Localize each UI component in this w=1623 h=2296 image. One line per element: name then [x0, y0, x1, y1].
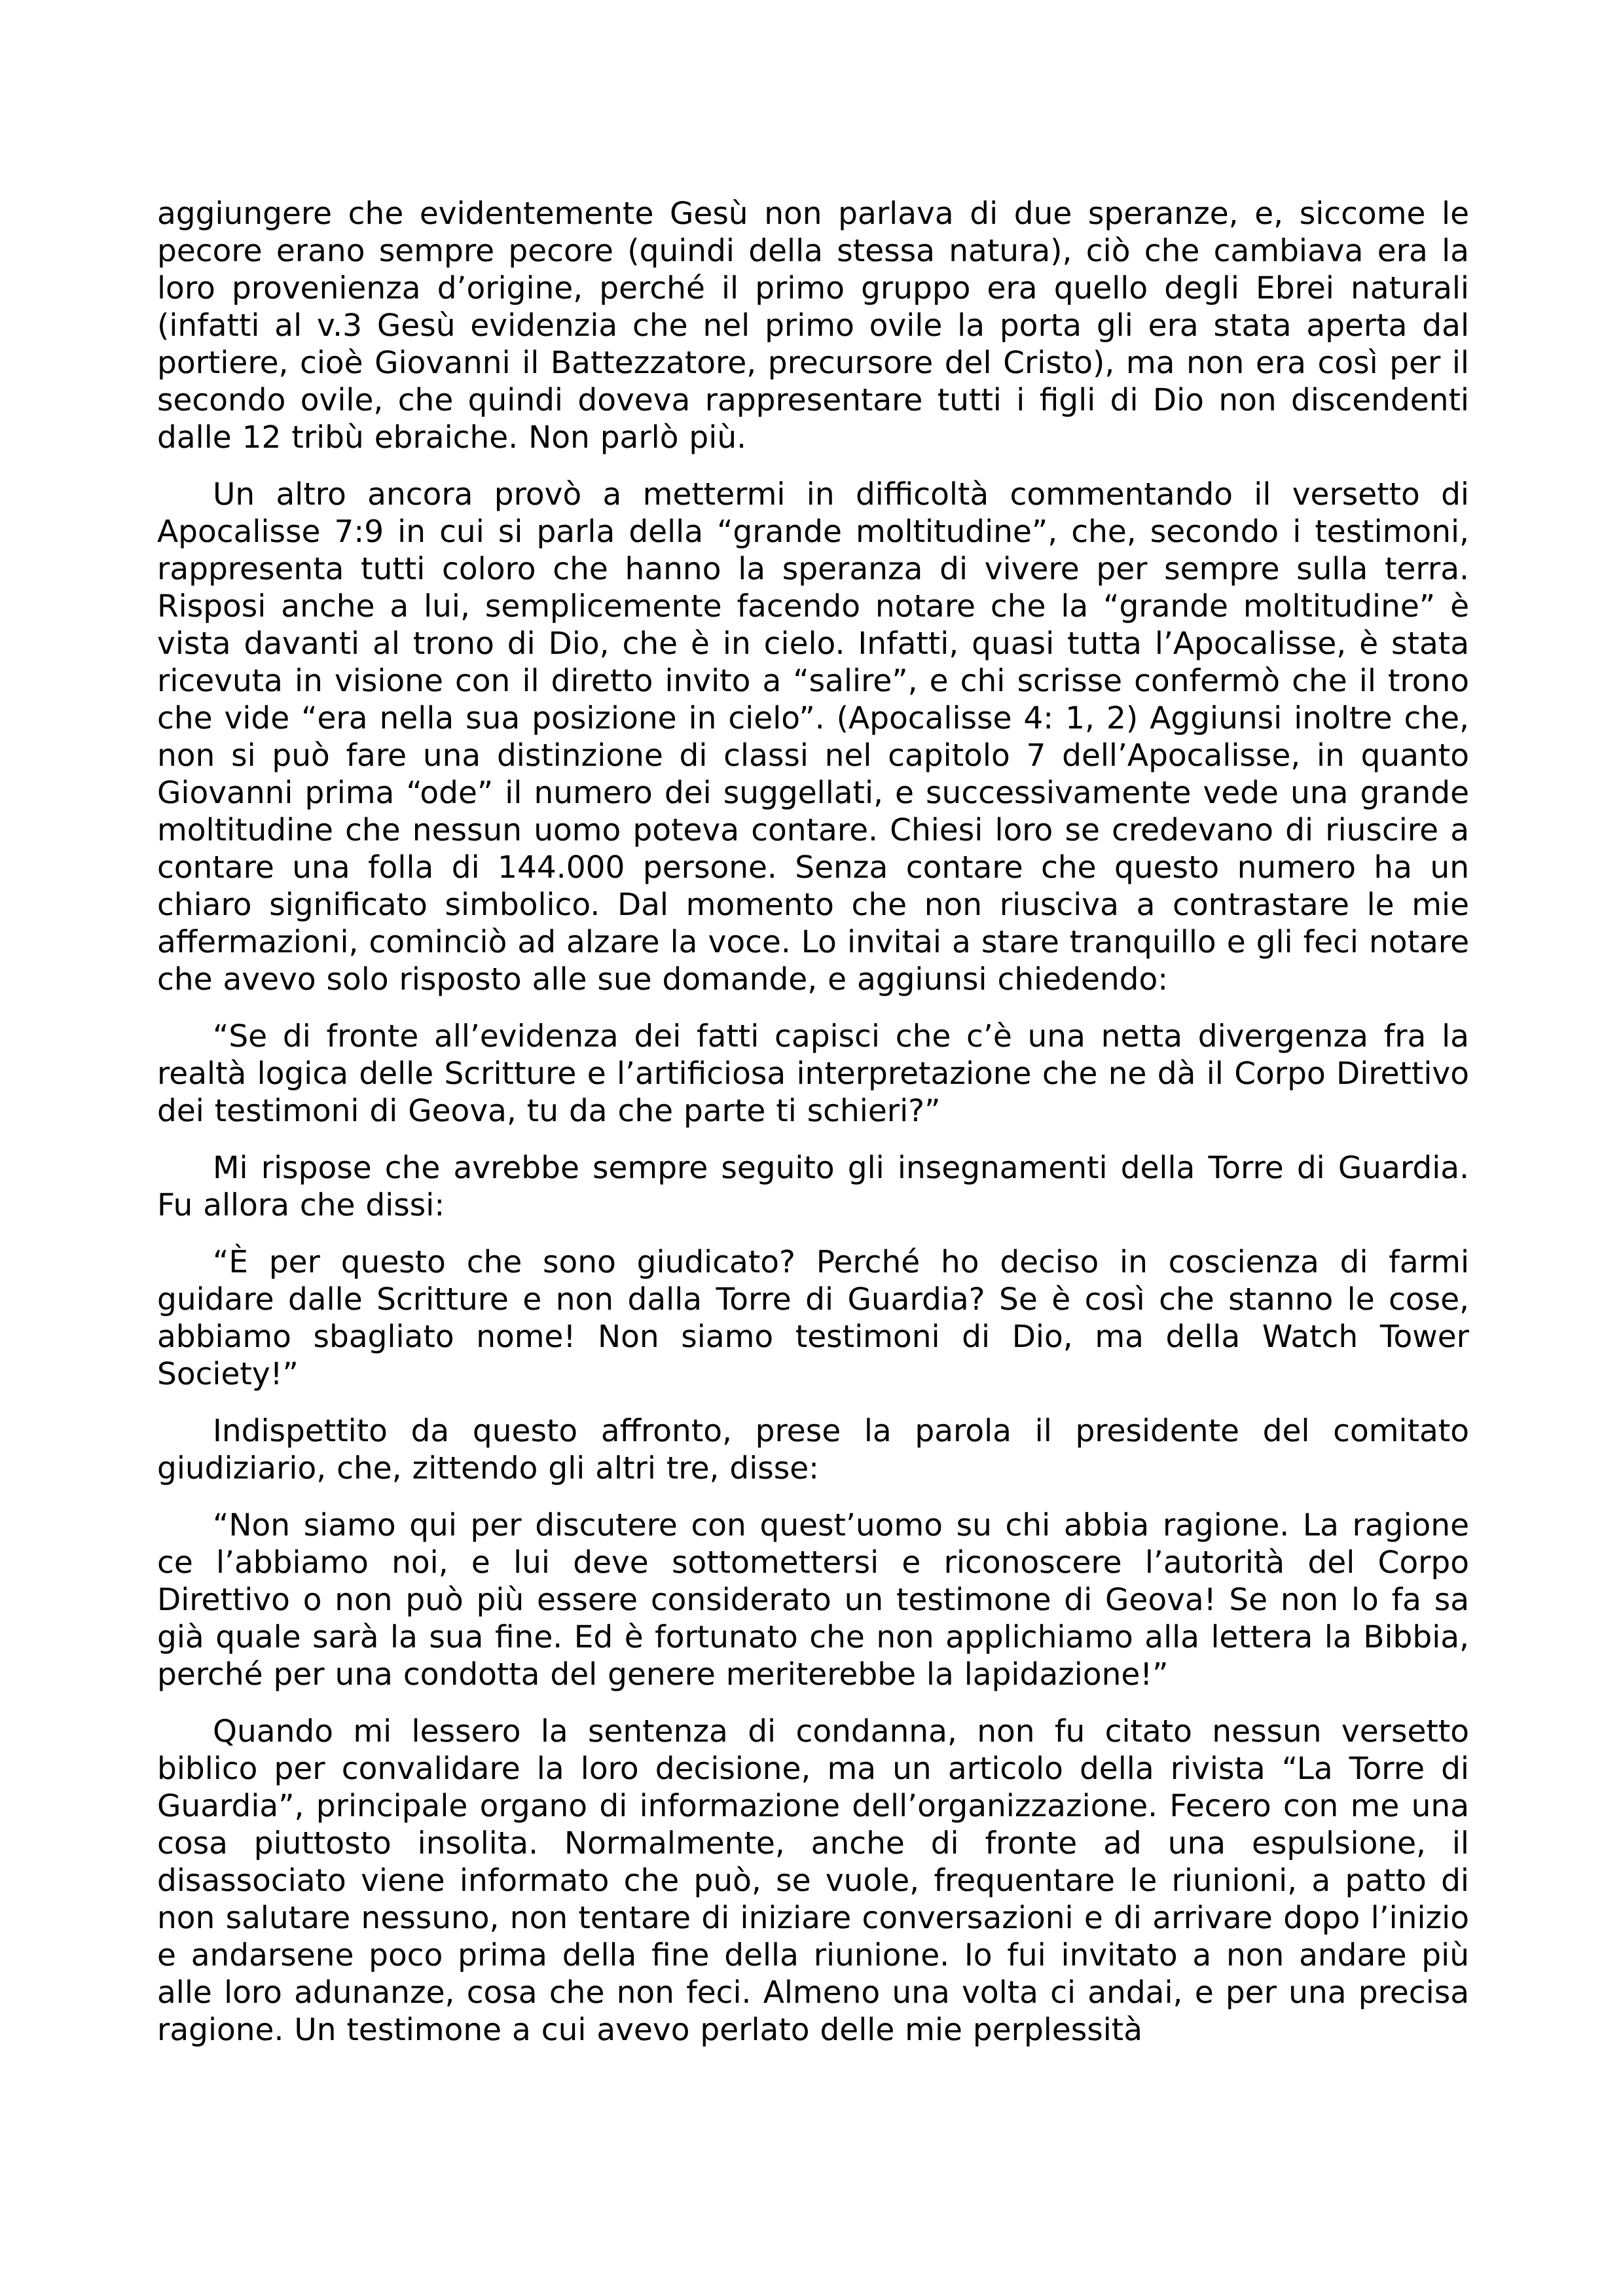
- paragraph-1: aggiungere che evidentemente Gesù non parlava di due speranze, e, siccome le pecore erano sempre pecore (quindi della stessa natura), ciò che cambiava era la loro provenienza d’origine, perché il primo gruppo era quello degli Ebrei naturali (infatti al v.3 Gesù evidenzia che nel primo ovile la porta gli era stata aperta dal portiere, cioè Giovanni il Battezzatore, precursore del Cristo), ma non era così per il secondo ovile, che quindi doveva rappresentare tutti i figli di Dio non discendenti dalle 12 tribù ebraiche. Non parlò più.: [157, 196, 1469, 456]
- text-block: [157, 195, 1469, 2049]
- paragraph-4: Mi rispose che avrebbe sempre seguito gli insegnamenti della Torre di Guardia. Fu allora che dissi:: [157, 1150, 1469, 1223]
- paragraph-5: “È per questo che sono giudicato? Perché ho deciso in coscienza di farmi guidare dalle Scritture e non dalla Torre di Guardia? Se è così che stanno le cose, abbiamo sbagliato nome! Non siamo testimoni di Dio, ma della Watch Tower Society!”: [157, 1244, 1469, 1392]
- paragraph-6: Indispettito da questo affronto, prese la parola il presidente del comitato giudiziario, che, zittendo gli altri tre, disse:: [157, 1413, 1469, 1486]
- paragraph-3: “Se di fronte all’evidenza dei fatti capisci che c’è una netta divergenza fra la realtà logica delle Scritture e l’artificiosa interpretazione che ne dà il Corpo Direttivo dei testimoni di Geova, tu da che parte ti schieri?”: [157, 1018, 1469, 1129]
- paragraph-7: “Non siamo qui per discutere con quest’uomo su chi abbia ragione. La ragione ce l’abbiamo noi, e lui deve sottomettersi e riconoscere l’autorità del Corpo Direttivo o non può più essere considerato un testimone di Geova! Se non lo fa sa già quale sarà la sua fine. Ed è fortunato che non applichiamo alla lettera la Bibbia, perché per una condotta del genere meriterebbe la lapidazione!”: [157, 1507, 1469, 1693]
- paragraph-2: Un altro ancora provò a mettermi in difficoltà commentando il versetto di Apocalisse 7:9 in cui si parla della “grande moltitudine”, che, secondo i testimoni, rappresenta tutti coloro che hanno la speranza di vivere per sempre sulla terra. Risposi anche a lui, semplicemente facendo notare che la “grande moltitudine” è vista davanti al trono di Dio, che è in cielo. Infatti, quasi tutta l’Apocalisse, è stata ricevuta in visione con il diretto invito a “salire”, e chi scrisse confermò che il trono che vide “era nella sua posizione in cielo”. (Apocalisse 4: 1, 2) Aggiunsi inoltre che, non si può fare una distinzione di classi nel capitolo 7 dell’Apocalisse, in quanto Giovanni prima “ode” il numero dei suggellati, e successivamente vede una grande moltitudine che nessun uomo poteva contare. Chiesi loro se credevano di riuscire a contare una folla di 144.000 persone. Senza contare che questo numero ha un chiaro significato simbolico. Dal momento che non riusciva a contrastare le mie affermazioni, cominciò ad alzare la voce. Lo invitai a stare tranquillo e gli feci notare che avevo solo risposto alle sue domande, e aggiunsi chiedendo:: [157, 476, 1469, 997]
- paragraph-8: Quando mi lessero la sentenza di condanna, non fu citato nessun versetto biblico per convalidare la loro decisione, ma un articolo della rivista “La Torre di Guardia”, principale organo di informazione dell’organizzazione. Fecero con me una cosa piuttosto insolita. Normalmente, anche di fronte ad una espulsione, il disassociato viene informato che può, se vuole, frequentare le riunioni, a patto di non salutare nessuno, non tentare di iniziare conversazioni e di arrivare dopo l’inizio e andarsene poco prima della fine della riunione. Io fui invitato a non andare più alle loro adunanze, cosa che non feci. Almeno una volta ci andai, e per una precisa ragione. Un testimone a cui avevo perlato delle mie perplessità: [157, 1713, 1469, 2048]
